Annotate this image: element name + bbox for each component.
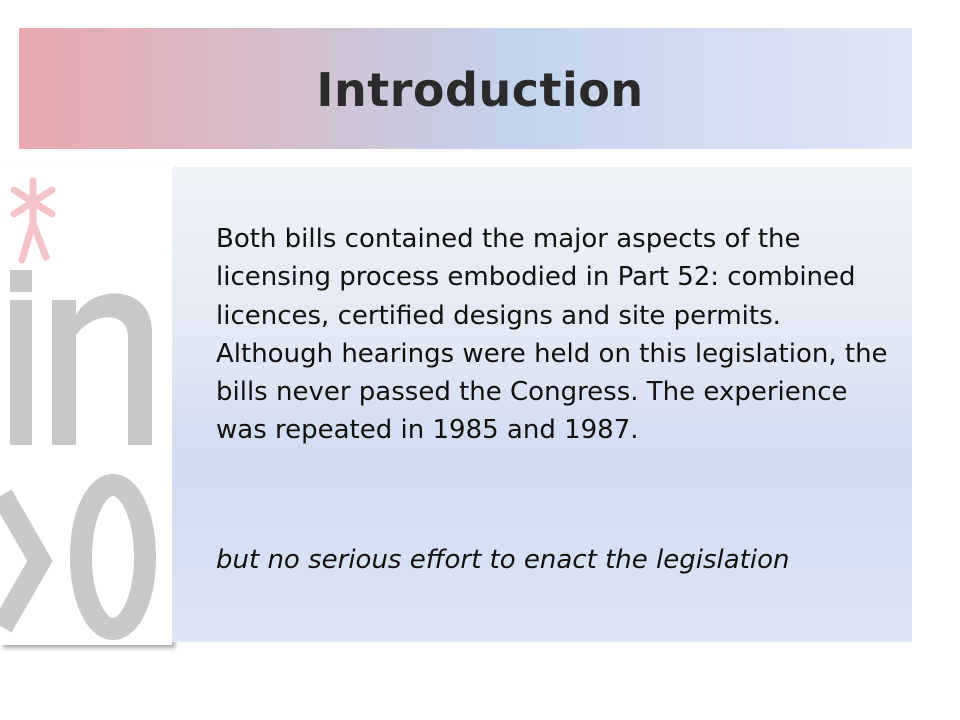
letters-in bbox=[10, 270, 152, 445]
asterisk-icon bbox=[14, 181, 52, 260]
inko-logo-icon bbox=[0, 165, 172, 645]
italic-note: but no serious effort to enact the legislation bbox=[216, 545, 790, 575]
slide-title: Introduction bbox=[316, 63, 644, 117]
letters-ko bbox=[2, 485, 145, 629]
inko-logo-graphic bbox=[0, 165, 172, 645]
body-paragraph: Both bills contained the major aspects of the licensing process embodied in Part 52: combined licences, certified designs and site permits. Although hearings were held on this legislation, the bills never passed the Congress. The experience was repeated in 1985 and 1987. bbox=[216, 224, 888, 446]
